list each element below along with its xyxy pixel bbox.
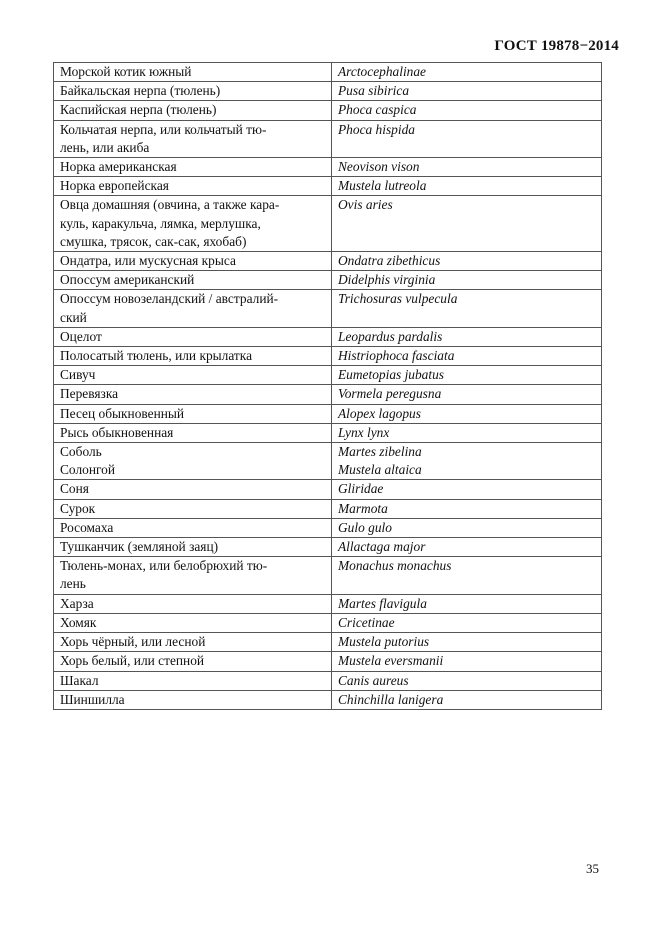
russian-name-cell: Песец обыкновенный <box>54 404 332 423</box>
russian-name-cell: Морской котик южный <box>54 63 332 82</box>
russian-name-cell: Кольчатая нерпа, или кольчатый тю- лень, или акиба <box>54 120 332 157</box>
latin-name-cell: Trichosuras vulpecula <box>332 290 602 327</box>
latin-name-cell: Leopardus pardalis <box>332 327 602 346</box>
latin-name-cell: Mustela putorius <box>332 633 602 652</box>
latin-name-cell: Neovison vison <box>332 158 602 177</box>
russian-name-cell: Сурок <box>54 499 332 518</box>
russian-name-cell: Каспийская нерпа (тюлень) <box>54 101 332 120</box>
standard-designation: ГОСТ 19878−2014 <box>494 38 619 54</box>
table-row <box>54 404 602 423</box>
latin-name-cell: Lynx lynx <box>332 423 602 442</box>
russian-name-cell: Полосатый тюлень, или крылатка <box>54 347 332 366</box>
table-row <box>54 196 602 252</box>
latin-name-cell: Cricetinae <box>332 613 602 632</box>
latin-name-cell: Mustela lutreola <box>332 177 602 196</box>
latin-name-cell: Martes flavigula <box>332 594 602 613</box>
latin-name-cell: Didelphis virginia <box>332 271 602 290</box>
latin-name-cell: Canis aureus <box>332 671 602 690</box>
table-row <box>54 120 602 157</box>
table-row <box>54 366 602 385</box>
table-row <box>54 101 602 120</box>
russian-name-cell: Хорь чёрный, или лесной <box>54 633 332 652</box>
russian-name-cell: Норка европейская <box>54 177 332 196</box>
latin-name-cell: Marmota <box>332 499 602 518</box>
russian-name-cell: Шакал <box>54 671 332 690</box>
latin-name-cell: Martes zibelina Mustela altaica <box>332 443 602 480</box>
latin-name-cell: Gliridae <box>332 480 602 499</box>
latin-name-cell: Phoca hispida <box>332 120 602 157</box>
russian-name-cell: Перевязка <box>54 385 332 404</box>
table-row <box>54 290 602 327</box>
russian-name-cell: Харза <box>54 594 332 613</box>
table-row <box>54 82 602 101</box>
russian-name-cell: Байкальская нерпа (тюлень) <box>54 82 332 101</box>
latin-name-cell: Eumetopias jubatus <box>332 366 602 385</box>
page-number: 35 <box>586 861 599 876</box>
table-row <box>54 613 602 632</box>
latin-name-cell: Alopex lagopus <box>332 404 602 423</box>
table-row <box>54 271 602 290</box>
table-row <box>54 385 602 404</box>
russian-name-cell: Росомаха <box>54 518 332 537</box>
table-row <box>54 480 602 499</box>
table-row <box>54 177 602 196</box>
table-row <box>54 63 602 82</box>
table-row <box>54 594 602 613</box>
table-row <box>54 652 602 671</box>
table-row <box>54 423 602 442</box>
latin-name-cell: Arctocephalinae <box>332 63 602 82</box>
species-table-body <box>54 63 602 710</box>
table-row <box>54 557 602 594</box>
russian-name-cell: Шиншилла <box>54 690 332 709</box>
russian-name-cell: Опоссум новозеландский / австралий- ский <box>54 290 332 327</box>
table-row <box>54 252 602 271</box>
russian-name-cell: Оцелот <box>54 327 332 346</box>
species-table <box>53 62 602 710</box>
latin-name-cell: Allactaga major <box>332 538 602 557</box>
latin-name-cell: Vormela peregusna <box>332 385 602 404</box>
latin-name-cell: Pusa sibirica <box>332 82 602 101</box>
latin-name-cell: Phoca caspica <box>332 101 602 120</box>
russian-name-cell: Сивуч <box>54 366 332 385</box>
russian-name-cell: Опоссум американский <box>54 271 332 290</box>
russian-name-cell: Норка американская <box>54 158 332 177</box>
russian-name-cell: Хорь белый, или степной <box>54 652 332 671</box>
latin-name-cell: Ovis aries <box>332 196 602 252</box>
latin-name-cell: Gulo gulo <box>332 518 602 537</box>
latin-name-cell: Histriophoca fasciata <box>332 347 602 366</box>
table-row <box>54 443 602 480</box>
table-row <box>54 518 602 537</box>
table-row <box>54 158 602 177</box>
latin-name-cell: Mustela eversmanii <box>332 652 602 671</box>
table-row <box>54 690 602 709</box>
russian-name-cell: Ондатра, или мускусная крыса <box>54 252 332 271</box>
table-row <box>54 671 602 690</box>
russian-name-cell: Тушканчик (земляной заяц) <box>54 538 332 557</box>
table-row <box>54 499 602 518</box>
table-row <box>54 633 602 652</box>
table-row <box>54 327 602 346</box>
latin-name-cell: Chinchilla lanigera <box>332 690 602 709</box>
table-row <box>54 347 602 366</box>
russian-name-cell: Рысь обыкновенная <box>54 423 332 442</box>
latin-name-cell: Monachus monachus <box>332 557 602 594</box>
table-row <box>54 538 602 557</box>
russian-name-cell: Тюлень-монах, или белобрюхий тю- лень <box>54 557 332 594</box>
russian-name-cell: Хомяк <box>54 613 332 632</box>
russian-name-cell: Соболь Солонгой <box>54 443 332 480</box>
latin-name-cell: Ondatra zibethicus <box>332 252 602 271</box>
russian-name-cell: Овца домашняя (овчина, а также кара- куль, каракульча, лямка, мерлушка, смушка, трясок, сак-сак, яхобаб) <box>54 196 332 252</box>
russian-name-cell: Соня <box>54 480 332 499</box>
